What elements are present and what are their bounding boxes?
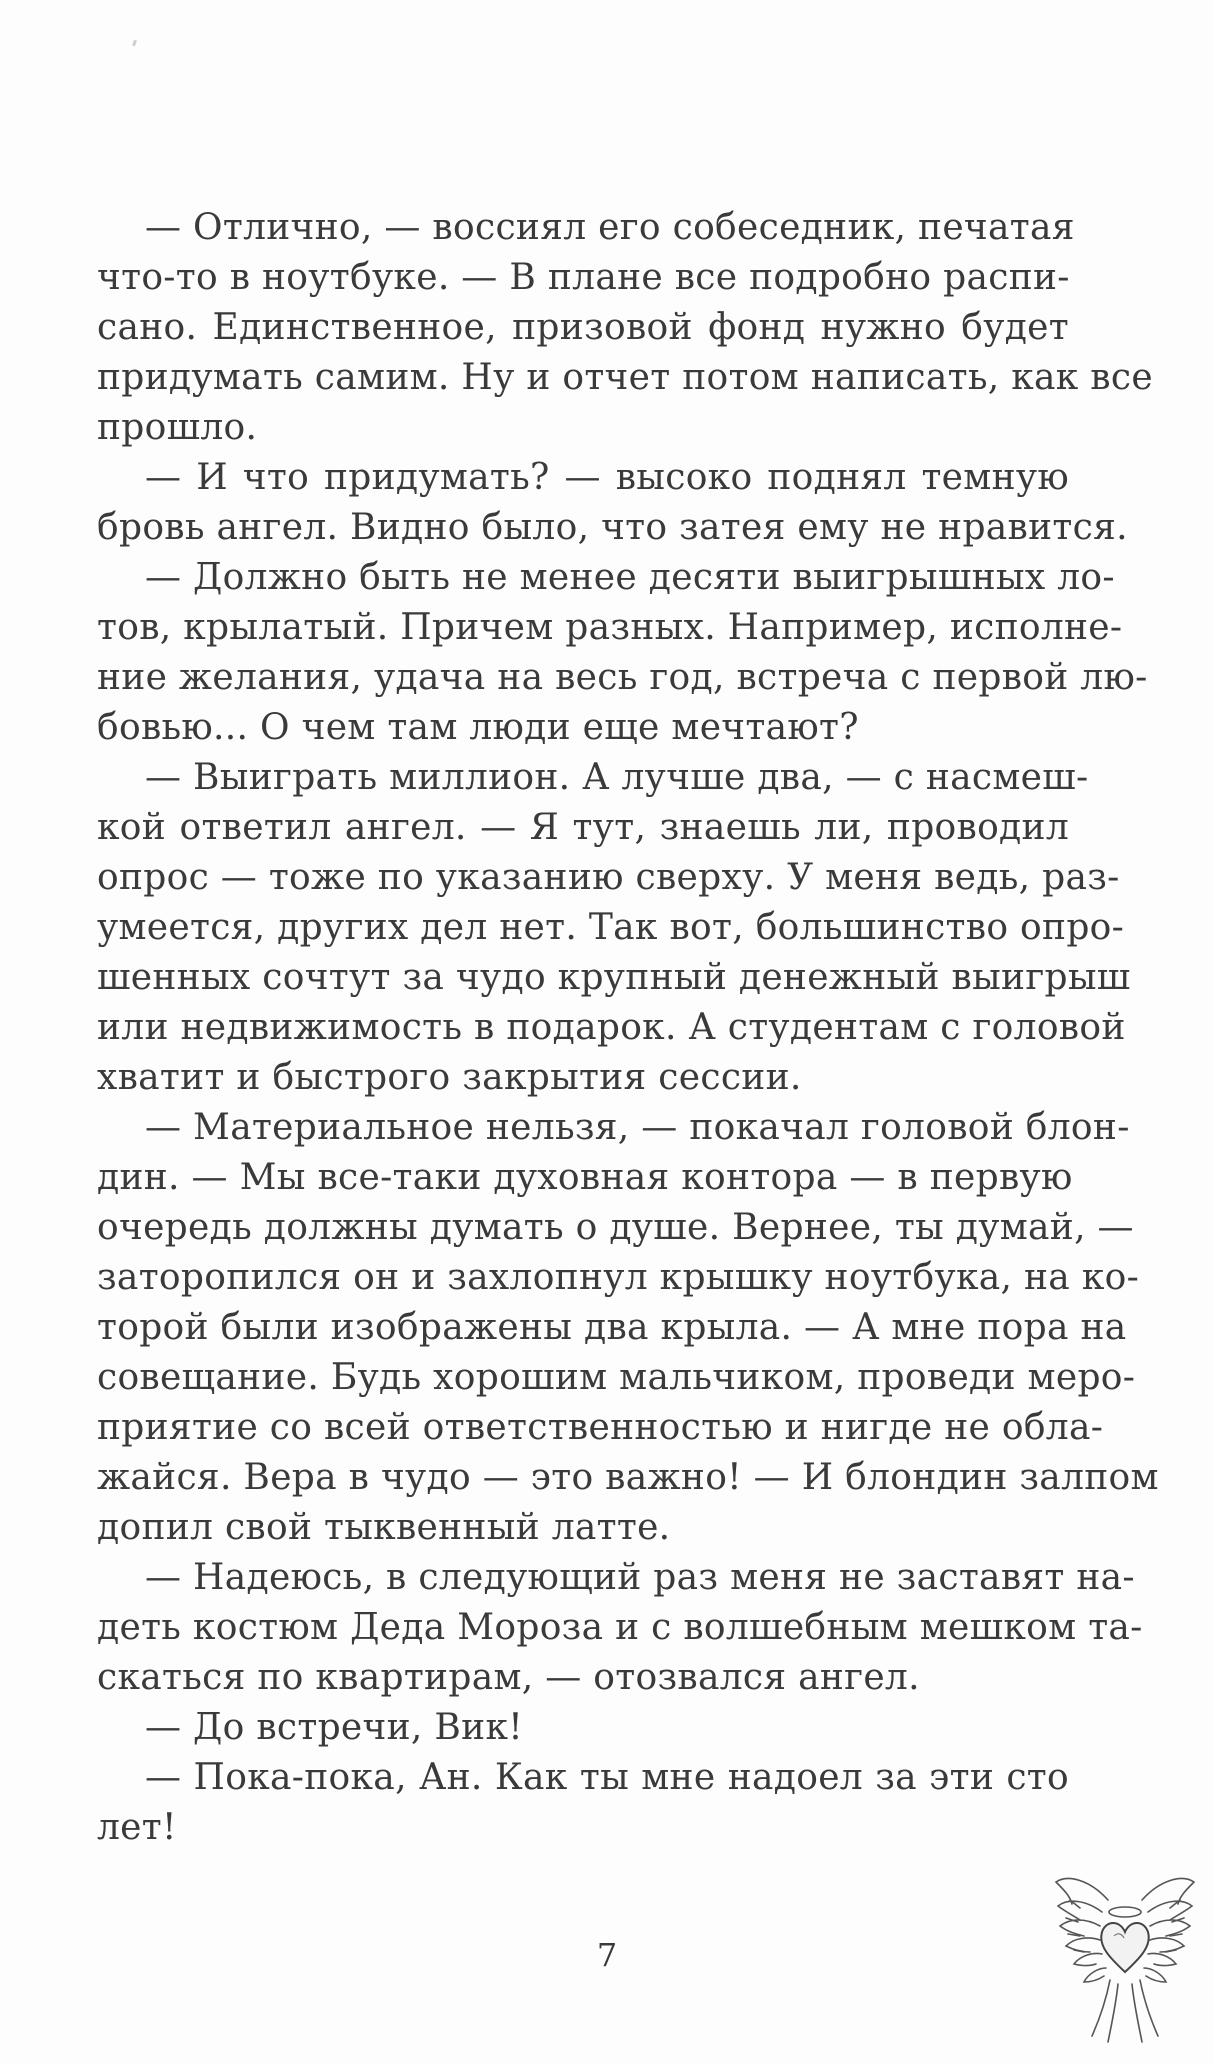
text-line: кой ответил ангел. — Я тут, знаешь ли, проводил <box>97 807 1069 848</box>
text-line: совещание. Будь хорошим мальчиком, проведи меро- <box>97 1357 1136 1398</box>
text-line: ние желания, удача на весь год, встреча с первой лю- <box>97 657 1148 698</box>
text-line: что-то в ноутбуке. — В плане все подробно распи- <box>97 257 1070 298</box>
text-line: допил свой тыквенный латте. <box>97 1507 671 1548</box>
text-line: торой были изображены два крыла. — А мне пора на <box>97 1307 1127 1348</box>
text-line: дин. — Мы все-таки духовная контора — в первую <box>97 1157 1073 1198</box>
text-line: — И что придумать? — высоко поднял темную <box>145 457 1069 498</box>
paper-speck <box>132 40 137 47</box>
text-line: прошло. <box>97 407 258 448</box>
text-line: — Пока-пока, Ан. Как ты мне надоел за эти сто <box>145 1757 1069 1798</box>
text-line: жайся. Вера в чудо — это важно! — И блондин залпом <box>97 1457 1159 1498</box>
text-line: — Отлично, — воссиял его собеседник, печатая <box>145 207 1075 248</box>
text-line: сано. Единственное, призовой фонд нужно будет <box>97 307 1069 348</box>
winged-heart-icon <box>1050 1860 1200 2050</box>
text-line: приятие со всей ответственностью и нигде не обла- <box>97 1407 1104 1448</box>
text-line: хватит и быстрого закрытия сессии. <box>97 1057 802 1098</box>
text-line: очередь должны думать о душе. Вернее, ты думай, — <box>97 1207 1134 1248</box>
text-line: деть костюм Деда Мороза и с волшебным мешком та- <box>97 1607 1143 1648</box>
text-line: шенных сочтут за чудо крупный денежный выигрыш <box>97 957 1131 998</box>
text-line: — Должно быть не менее десяти выигрышных ло- <box>145 557 1115 598</box>
text-line: — Выиграть миллион. А лучше два, — с насмеш- <box>145 757 1089 798</box>
text-line: лет! <box>97 1807 177 1848</box>
page-number: 7 <box>596 1936 618 1974</box>
text-line: скаться по квартирам, — отозвался ангел. <box>97 1657 920 1698</box>
text-line: тов, крылатый. Причем разных. Например, исполне- <box>97 607 1123 648</box>
body-text <box>97 203 1159 1853</box>
text-line: или недвижимость в подарок. А студентам с головой <box>97 1007 1126 1048</box>
text-line: — До встречи, Вик! <box>145 1707 524 1748</box>
text-line: опрос — тоже по указанию сверху. У меня ведь, раз- <box>97 857 1120 898</box>
text-line: — Надеюсь, в следующий раз меня не заставят на- <box>145 1557 1135 1598</box>
text-line: — Материальное нельзя, — покачал головой блон- <box>145 1107 1130 1148</box>
text-line: бровь ангел. Видно было, что затея ему не нравится. <box>97 507 1128 548</box>
text-line: умеется, других дел нет. Так вот, большинство опро- <box>97 907 1125 948</box>
text-line: бовью... О чем там люди еще мечтают? <box>97 707 859 748</box>
text-line: придумать самим. Ну и отчет потом написать, как все <box>97 357 1153 398</box>
text-line: заторопился он и захлопнул крышку ноутбука, на ко- <box>97 1257 1140 1298</box>
